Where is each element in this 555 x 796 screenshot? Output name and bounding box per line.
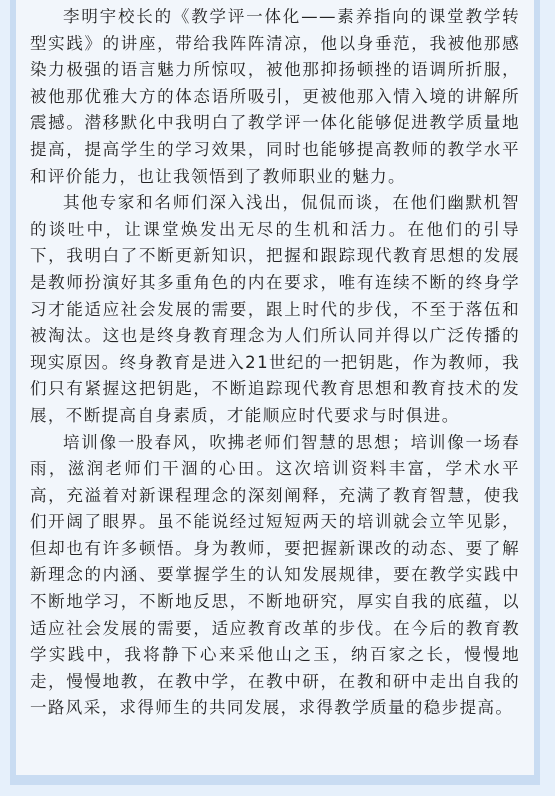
article-body: [16, 0, 534, 775]
paragraph-3: 培训像一股春风，吹拂老师们智慧的思想；培训像一场春雨，滋润老师们干涸的心田。这次培训资料丰富，学术水平高，充溢着对新课程理念的深刻阐释，充满了教育智慧，使我们开阔了眼界。虽不能说经过短短两天的培训就会立竿见影，但却也有许多顿悟。身为教师，要把握新课改的动态、要了解新理念的内涵、要掌握学生的认知发展规律，要在教学实践中不断地学习，不断地反思，不断地研究，厚实自我的底蕴，以适应社会发展的需要，适应教育改革的步伐。在今后的教育教学实践中，我将静下心来采他山之玉，纳百家之长，慢慢地走，慢慢地教，在教中学，在教中研，在教和研中走出自我的一路风采，求得师生的共同发展，求得教学质量的稳步提高。: [30, 432, 520, 718]
paragraph-1: 李明宇校长的《教学评一体化——素养指向的课堂教学转型实践》的讲座，带给我阵阵清凉，他以身垂范，我被他那感染力极强的语言魅力所惊叹，被他那抑扬顿挫的语调所折服，被他那优雅大方的体态语所吸引，更被他那入情入境的讲解所震撼。潜移默化中我明白了教学评一体化能够促进教学质量地提高，提高学生的学习效果，同时也能够提高教师的教学水平和评价能力，也让我领悟到了教师职业的魅力。: [30, 7, 520, 186]
paragraph-2: 其他专家和名师们深入浅出，侃侃而谈，在他们幽默机智的谈吐中，让课堂焕发出无尽的生机和活力。在他们的引导下，我明白了不断更新知识，把握和跟踪现代教育思想的发展是教师扮演好其多重角色的内在要求，唯有连续不断的终身学习才能适应社会发展的需要，跟上时代的步伐，不至于落伍和被淘汰。这也是终身教育理念为人们所认同并得以广泛传播的现实原因。终身教育是进入21世纪的一把钥匙，作为教师，我们只有紧握这把钥匙，不断追踪现代教育思想和教育技术的发展，不断提高自身素质，才能顺应时代要求与时俱进。: [30, 193, 520, 425]
